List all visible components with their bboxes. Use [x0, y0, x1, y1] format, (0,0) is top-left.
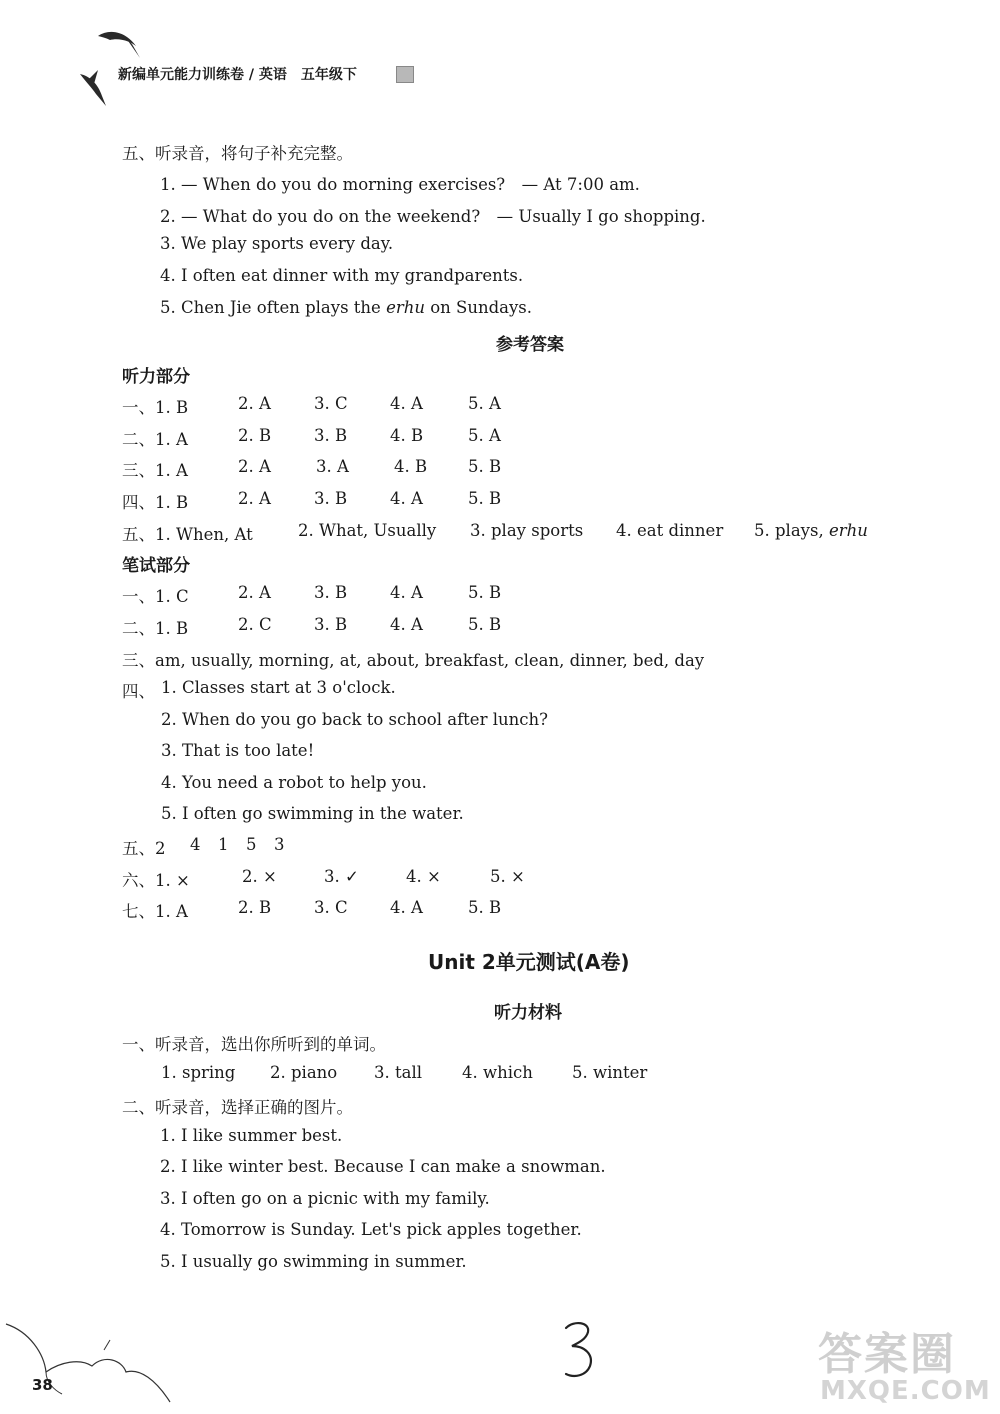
answer-cell: 3. B	[314, 583, 348, 602]
answer-cell: 3. ✓	[324, 867, 359, 886]
answer-prefix: 四、	[122, 682, 155, 701]
list-item: 4. I often eat dinner with my grandparents.	[160, 266, 524, 285]
answer-cell: 3. C	[314, 394, 348, 413]
answers-title: 参考答案	[496, 335, 564, 355]
list-item: 1. I like summer best.	[160, 1126, 343, 1145]
list-item: 5. I usually go swimming in summer.	[160, 1252, 467, 1271]
answer-cell: 2. ×	[242, 867, 277, 886]
list-item: 3. We play sports every day.	[160, 234, 394, 253]
written-label: 笔试部分	[122, 556, 190, 576]
answer-cell: 3. play sports	[470, 521, 584, 540]
handwritten-digit	[560, 1318, 600, 1382]
answer-cell: 七、1. A	[122, 902, 188, 921]
answer-cell: 4. A	[390, 583, 423, 602]
answer-cell: 4. A	[390, 394, 423, 413]
header-badge-icon	[396, 66, 414, 83]
answer-cell: 五、1. When, At	[122, 525, 253, 544]
answer-cell: 5. A	[468, 394, 501, 413]
answer-cell: 5. B	[468, 489, 502, 508]
list-item: 3. tall	[374, 1063, 423, 1082]
answer-cell: 5. B	[468, 583, 502, 602]
answer-cell: 2. What, Usually	[298, 521, 437, 540]
swirl-decoration	[0, 1310, 200, 1414]
answer-row-w3: 三、am, usually, morning, at, about, breakfast, clean, dinner, bed, day	[122, 651, 705, 670]
watermark-logo	[818, 1318, 956, 1382]
answer-cell	[754, 521, 868, 540]
answer-cell: 四、1. B	[122, 493, 189, 512]
answer-cell: 2. C	[238, 615, 272, 634]
section-title: 五、听录音，将句子补充完整。	[122, 144, 353, 163]
material-title: 听力材料	[494, 1003, 562, 1023]
answer-cell: 3. B	[314, 615, 348, 634]
item-italic: erhu	[386, 298, 425, 317]
answer-cell: 5. B	[468, 615, 502, 634]
answer-cell: 4. ×	[406, 867, 441, 886]
answer-cell: 六、1. ×	[122, 871, 190, 890]
header-title: 新编单元能力训练卷 / 英语 五年级下	[118, 67, 357, 83]
listening-label: 听力部分	[122, 367, 190, 387]
answer-cell: 2. A	[238, 457, 271, 476]
watermark-logo-text: 答案圈	[818, 1329, 956, 1380]
list-item: 1. Classes start at 3 o'clock.	[161, 678, 396, 697]
answer-cell: 3. B	[314, 426, 348, 445]
answer-cell: 2. A	[238, 489, 271, 508]
list-item: 2. When do you go back to school after lunch?	[161, 710, 548, 729]
answer-cell: 2. A	[238, 583, 271, 602]
section-title: 二、听录音，选择正确的图片。	[122, 1098, 353, 1117]
watermark-text: MXQE.COM	[820, 1376, 991, 1406]
answer-cell: 3. A	[316, 457, 349, 476]
bird-icon	[76, 66, 110, 108]
answer-text: 5. plays,	[754, 521, 829, 540]
answer-cell: 4	[190, 835, 201, 854]
answer-cell: 5. A	[468, 426, 501, 445]
unit-title: Unit 2单元测试(A卷)	[428, 950, 630, 974]
list-item: 4. Tomorrow is Sunday. Let's pick apples together.	[160, 1220, 582, 1239]
answer-cell: 3. C	[314, 898, 348, 917]
answer-cell: 4. eat dinner	[616, 521, 724, 540]
answer-cell: 三、1. A	[122, 461, 188, 480]
answer-cell: 5. ×	[490, 867, 525, 886]
answer-cell: 一、1. C	[122, 587, 189, 606]
answer-cell: 5	[246, 835, 257, 854]
answer-cell: 4. A	[390, 615, 423, 634]
answer-cell: 2. B	[238, 898, 272, 917]
list-item: 5. I often go swimming in the water.	[161, 804, 464, 823]
item-tail: on Sundays.	[424, 298, 533, 317]
list-item	[160, 298, 532, 317]
answer-cell: 5. B	[468, 898, 502, 917]
list-item: 3. That is too late!	[161, 741, 315, 760]
answer-cell: 4. B	[390, 426, 424, 445]
answer-cell: 5. B	[468, 457, 502, 476]
answer-cell: 4. A	[390, 489, 423, 508]
item-text: 5. Chen Jie often plays the	[160, 298, 387, 317]
answer-cell: 五、2	[122, 839, 166, 858]
list-item: 2. piano	[270, 1063, 338, 1082]
list-item: 1. spring	[161, 1063, 236, 1082]
answer-italic: erhu	[828, 521, 868, 540]
list-item: 3. I often go on a picnic with my family.	[160, 1189, 490, 1208]
list-item: 5. winter	[572, 1063, 648, 1082]
answer-cell: 二、1. B	[122, 619, 189, 638]
bird-icon	[96, 26, 148, 60]
page-number: 38	[32, 1376, 53, 1394]
answer-cell: 二、1. A	[122, 430, 188, 449]
list-item: 2. I like winter best. Because I can make a snowman.	[160, 1157, 606, 1176]
answer-cell: 4. B	[394, 457, 428, 476]
section-title: 一、听录音，选出你所听到的单词。	[122, 1035, 386, 1054]
answer-cell: 4. A	[390, 898, 423, 917]
answer-cell: 一、1. B	[122, 398, 189, 417]
answer-cell: 2. A	[238, 394, 271, 413]
answer-cell: 3. B	[314, 489, 348, 508]
list-item: 2. — What do you do on the weekend? — Usually I go shopping.	[160, 207, 706, 226]
list-item: 4. which	[462, 1063, 533, 1082]
answer-cell: 1	[218, 835, 229, 854]
handwritten-mark	[560, 1318, 600, 1386]
answer-cell: 2. B	[238, 426, 272, 445]
list-item: 1. — When do you do morning exercises? — At 7:00 am.	[160, 175, 640, 194]
list-item: 4. You need a robot to help you.	[161, 773, 427, 792]
answer-cell: 3	[274, 835, 285, 854]
